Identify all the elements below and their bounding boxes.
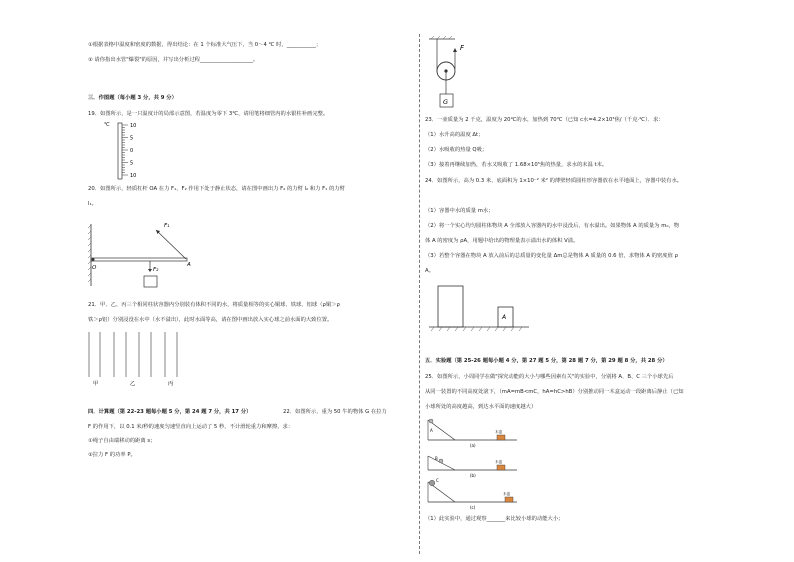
caption-b: (b) [470,473,476,478]
column-divider [419,34,420,554]
block-a-label: A [502,314,507,321]
question-22-line-2: F 的作用下，以 0.1 米/秒的速度匀速竖直向上运动了 5 秒，不计滑轮重力和摩擦，求： [88,424,294,430]
question-19: 19．如图所示，是一只温度计的局部示意图，若温度为零下 3℃，请用笔将细管内的水银柱补画完整。 [88,111,329,117]
setup-a [428,419,517,448]
label-f1: F₁ [164,223,170,229]
question-23: 23．一壶质量为 2 千克，温度为 20℃的水，加热到 70℃（已知 c水=4.2×10³焦/（千克·℃）．求： [425,117,664,123]
caption-a: (a) [470,443,476,448]
box-c-label: 木盒 [503,492,511,496]
container-walls [89,332,177,377]
thermo-label-3: 5 [130,160,134,167]
question-25-line-3: 小球所处的高度越高，到达水平面的速度越大） [425,404,537,410]
fill-question-1: ①根据表格中温度和密度的数据，得出结论：在 1 个标准大气压下，当 0～4 ℃ 时，___________； [88,42,322,48]
question-24-sub-2a: （2）将一个实心均匀圆柱体物块 A 全部放入容器内的水中浸没后，有水溢出。如果物体 A 的质量为 m₀，物 [425,223,680,229]
left-column [88,0,413,562]
thermo-label-2: 0 [130,148,134,154]
ball-c [429,480,435,486]
ceiling-hatching [431,36,452,39]
section-5-title: 五．实验题（第 25-26 题每小题 4 分，第 27 题 5 分，第 28 题 7 分，第 29 题 8 分，共 28 分） [425,358,668,364]
label-f: F [460,44,465,52]
question-25-sub-1: （1）此实验中，通过观察_______来比较小球的动能大小； [425,516,564,522]
lever-figure [88,214,198,294]
box-b-label: 木盒 [495,460,503,464]
thermometer-scale-labels [130,123,136,179]
question-24-line-1: 24．如图所示，高为 0.3 米、底面积为 1×10⁻² 米² 的薄壁轻质圆柱形容器放在水平地面上，容器中装有水。 [425,178,683,184]
question-24-sub-2b: 体 A 的密度为 ρA，用题中给出的物理量表示溢出水的体积 V溢。 [425,238,579,244]
question-25-line-1: 25．如图所示，小周同学在做"探究动能的大小与哪些因素有关"的实验中，分别将 A、B、C 三个小球先后 [425,374,674,380]
label-g: G [443,98,449,106]
container-bing: 丙 [168,381,174,387]
thermometer-figure [104,119,154,181]
container-block-figure [425,282,535,334]
question-23-sub-1: （1）水升高的温度 Δt； [425,132,484,138]
box-a-label: 木盒 [495,430,503,434]
label-a: A [187,262,191,268]
thermo-label-4: 10 [130,173,137,179]
thermometer-unit: ℃ [104,122,110,128]
question-21-line-2: 铁＞ρ铝）分别浸没在水中（水不溢出），此时水面等高，请在图中画出放入实心球之前水面的大致位置。 [88,317,333,323]
thermometer-tube [118,123,122,179]
question-20-line-1: 20．如图所示，轻质杠杆 OA 在力 F₁、F₂ 作用下处于静止状态，请在图中画出力 F₂ 的力臂 l₂ 和力 F₁ 的力臂 [88,186,345,192]
wall-hatching [88,225,91,282]
ball-a-label: A [430,428,433,433]
caption-c: (c) [470,505,476,510]
force-f1-line [156,230,186,259]
question-22-inline: 22．如图所示，重为 50 牛的物体 G 在拉力 [283,409,387,415]
ground-hatching [431,327,522,331]
container-jia: 甲 [93,381,99,387]
section-3-title: 三．作图题（每小题 3 分，共 9 分） [88,95,177,101]
box-b [497,465,505,470]
pivot-o [92,258,95,261]
box-a [497,435,505,440]
section-4-title: 四．计算题（第 22-23 题每小题 5 分，第 24 题 7 分，共 17 分） [88,409,252,415]
setup-b [428,456,517,478]
box-c [505,497,513,502]
ball-b-label: B [435,456,438,461]
question-23-sub-3: （3）接着再继续加热，若水又吸收了 1.68×10⁵焦的热量，求水的末温 t末。 [425,162,608,168]
label-f2: F₂ [153,267,159,273]
question-21-line-1: 21．甲、乙、丙三个相同柱状容器内分别装有体积不同的水，将质量相等的实心铜球、铁球、铝球（ρ铜＞ρ [88,302,340,308]
containers-figure [88,330,198,388]
ball-a [429,419,433,423]
ball-b [439,459,443,463]
thermo-label-0: 10 [130,123,137,129]
lever-bar [91,258,187,261]
force-f2-arrow [148,269,152,272]
question-20-line-2: l₁。 [88,201,97,207]
right-column [425,0,715,562]
ball-c-label: C [436,478,439,483]
question-24-sub-3a: （3）若整个容器在物块 A 放入前后的总质量的变化量 Δm总是物体 A 质量的 0.6 倍，求物体 A 的密度值 ρ [425,253,678,259]
question-24-sub-1: （1）容器中水的质量 m水； [425,208,494,214]
question-22-sub-1: ①绳子自由端移动的距离 s； [88,438,156,444]
label-o: O [92,265,97,271]
question-24-sub-3b: A。 [425,268,434,274]
thermometer-ticks [122,125,128,175]
tall-container [438,286,463,327]
ramp-experiment-figure [425,416,525,512]
hanging-weight [144,276,157,287]
setup-c [428,478,517,510]
pulley-figure [429,36,489,112]
question-25-line-2: 从同一装置的不同高度处滚下，（mA=mB<mC，hA=hC>hB）分别推动同一木盒运动一段距离后静止（已知 [425,389,684,395]
question-22-sub-2: ②拉力 F 的功率 P。 [88,452,136,458]
question-23-sub-2: （2）水吸收的热量 Q吸； [425,147,488,153]
force-f-arrow [453,48,457,52]
container-yi: 乙 [130,381,136,387]
fill-question-2: ② 请你指出水管"爆裂"的原因，并写出分析过程____________________。 [88,57,259,63]
thermo-label-1: 5 [130,135,134,142]
